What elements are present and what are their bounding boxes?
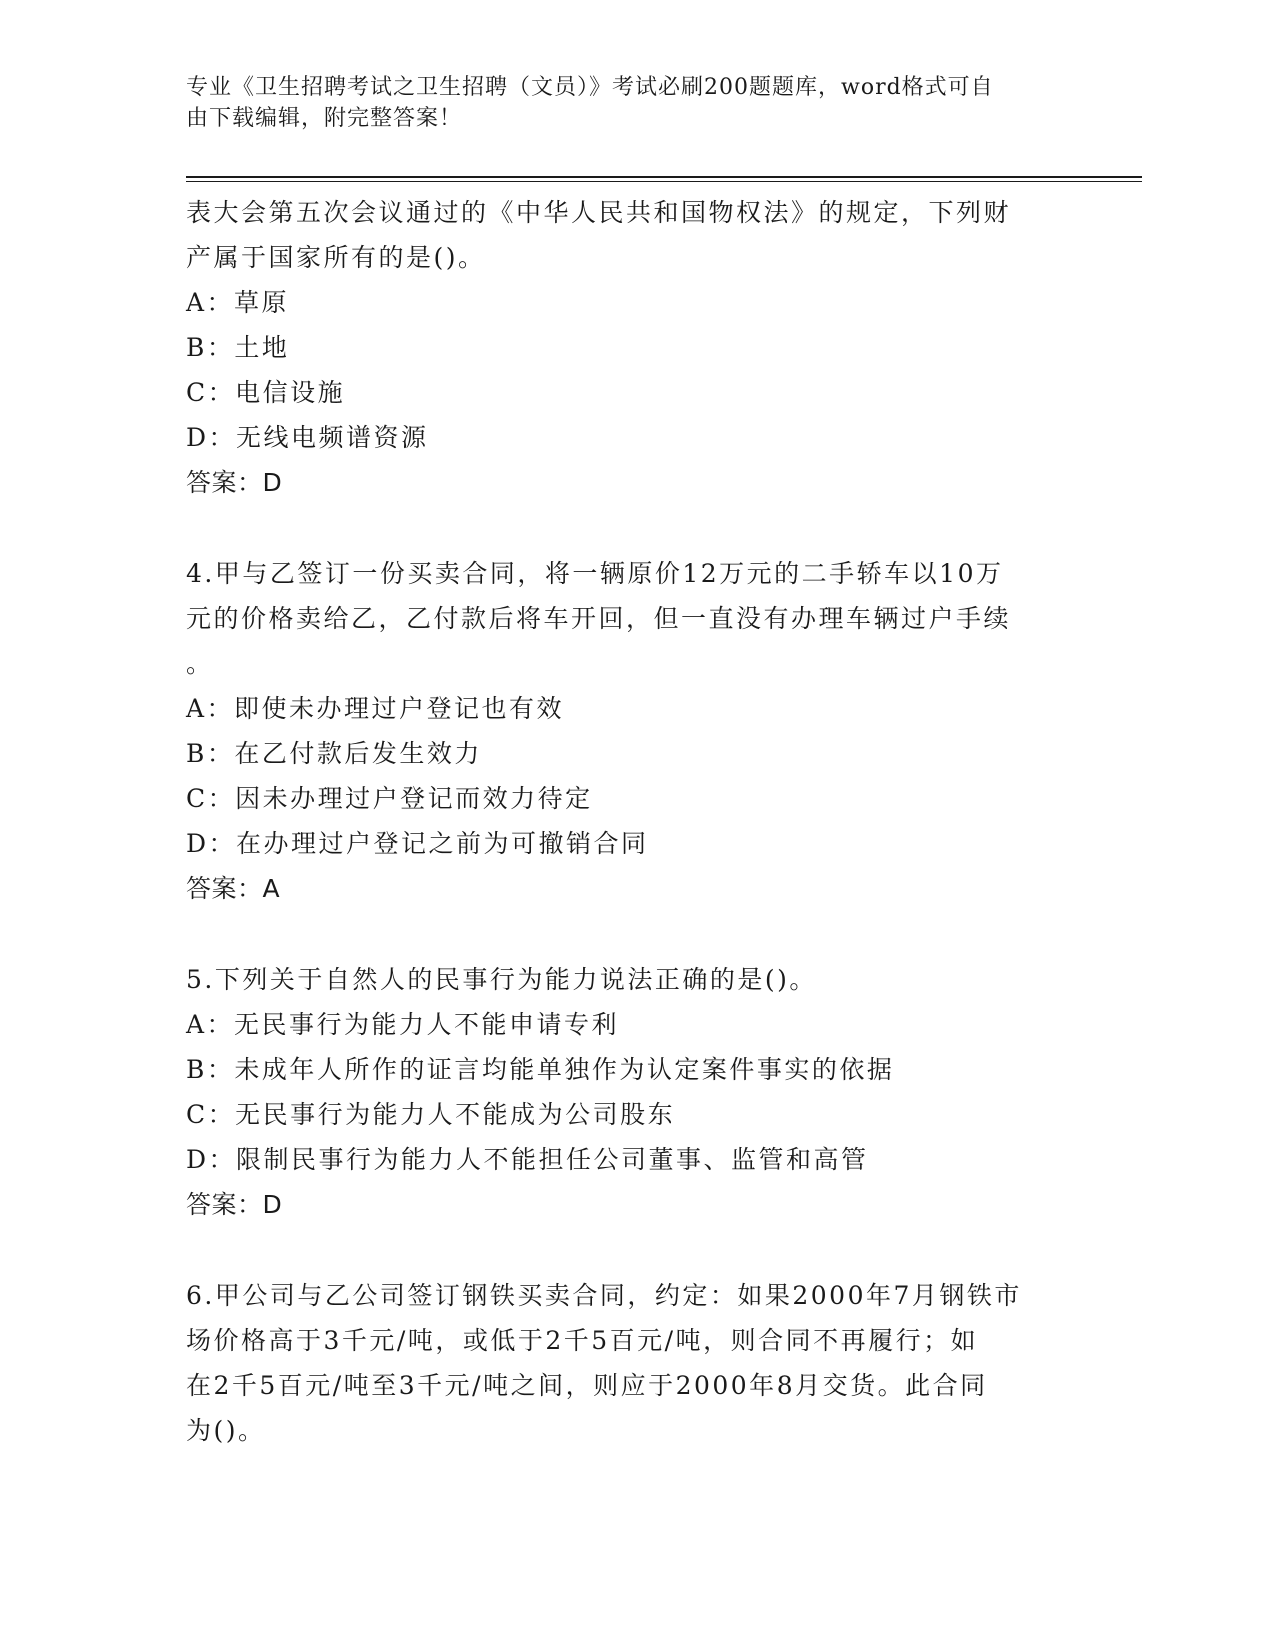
option-d: D：在办理过户登记之前为可撤销合同	[186, 829, 649, 858]
option-a: A：草原	[186, 288, 290, 317]
question-text-line: 4.甲与乙签订一份买卖合同，将一辆原价12万元的二手轿车以10万	[186, 559, 1004, 588]
question-text-line: 产属于国家所有的是()。	[186, 243, 486, 272]
question-text-line: 元的价格卖给乙，乙付款后将车开回，但一直没有办理车辆过户手续	[186, 604, 1012, 633]
answer-line: 答案：D	[186, 468, 283, 497]
question-text-line: 在2千5百元/吨至3千元/吨之间，则应于2000年8月交货。此合同	[186, 1371, 988, 1400]
option-c: C：电信设施	[186, 378, 346, 407]
option-d: D：无线电频谱资源	[186, 423, 429, 452]
answer-line: 答案：A	[186, 874, 281, 903]
option-b: B：未成年人所作的证言均能单独作为认定案件事实的依据	[186, 1055, 895, 1084]
header-divider-thick	[186, 176, 1142, 178]
option-a: A：无民事行为能力人不能申请专利	[186, 1010, 620, 1039]
option-b: B：在乙付款后发生效力	[186, 739, 482, 768]
option-c: C：无民事行为能力人不能成为公司股东	[186, 1100, 676, 1129]
question-text-line: 场价格高于3千元/吨，或低于2千5百元/吨，则合同不再履行；如	[186, 1326, 979, 1355]
header-line-1: 专业《卫生招聘考试之卫生招聘（文员）》考试必刷200题题库，word格式可自	[186, 75, 994, 100]
option-b: B：土地	[186, 333, 290, 362]
question-6	[186, 1273, 1066, 1453]
option-c: C：因未办理过户登记而效力待定	[186, 784, 593, 813]
document-header	[186, 72, 1066, 134]
header-divider-thin	[186, 181, 1142, 182]
question-4	[186, 551, 1066, 911]
question-3	[186, 190, 1066, 505]
question-spacer	[186, 505, 1066, 551]
header-line-2: 由下载编辑，附完整答案！	[186, 106, 463, 131]
question-text-line: 表大会第五次会议通过的《中华人民共和国物权法》的规定，下列财	[186, 198, 1012, 227]
question-spacer	[186, 911, 1066, 957]
question-text-line: 6.甲公司与乙公司签订钢铁买卖合同，约定：如果2000年7月钢铁市	[186, 1281, 1022, 1310]
question-text-line: 。	[186, 649, 214, 678]
question-text-line: 5.下列关于自然人的民事行为能力说法正确的是()。	[186, 965, 817, 994]
option-a: A：即使未办理过户登记也有效	[186, 694, 565, 723]
question-spacer	[186, 1227, 1066, 1273]
answer-line: 答案：D	[186, 1190, 283, 1219]
document-body	[186, 190, 1066, 1453]
question-text-line: 为()。	[186, 1416, 266, 1445]
question-5	[186, 957, 1066, 1227]
option-d: D：限制民事行为能力人不能担任公司董事、监管和高管	[186, 1145, 869, 1174]
